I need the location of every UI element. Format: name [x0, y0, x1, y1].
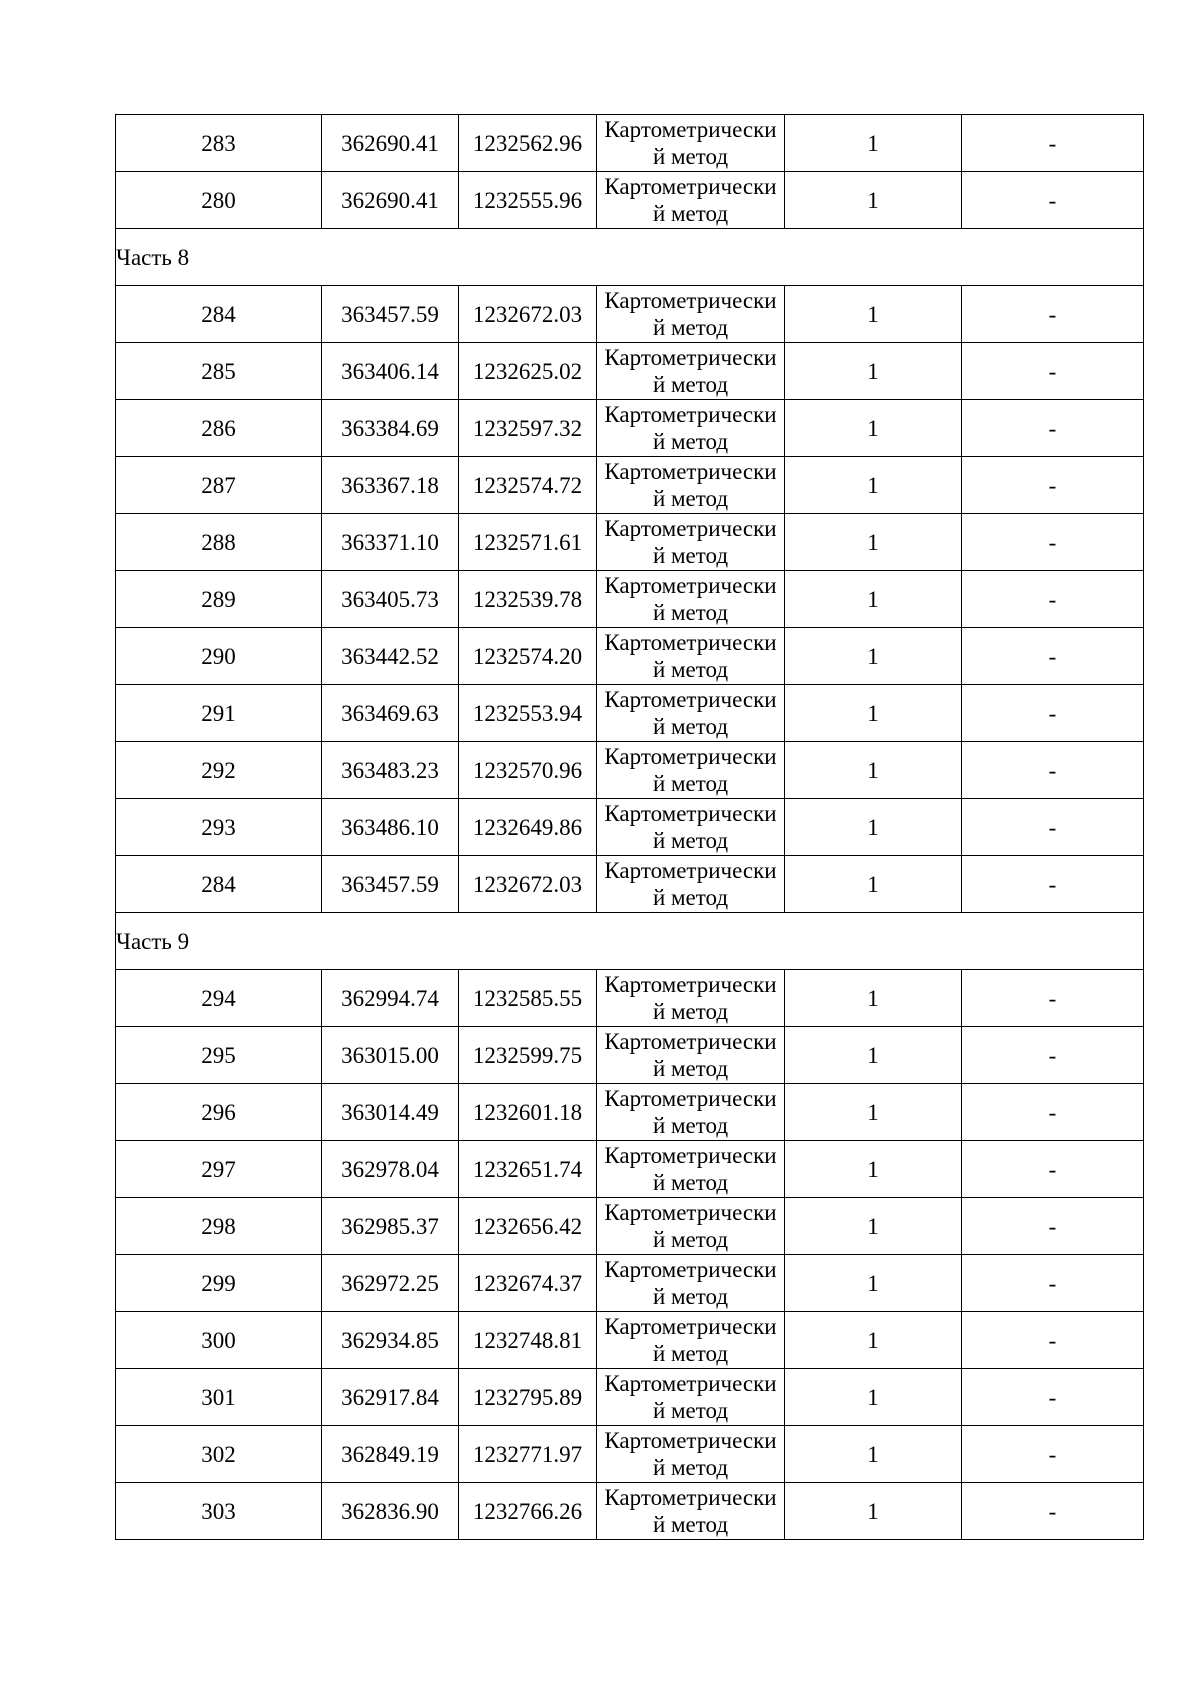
- y-coordinate-cell: 1232571.61: [459, 514, 597, 571]
- x-coordinate-cell: 363405.73: [322, 571, 459, 628]
- point-id-cell: 301: [116, 1369, 322, 1426]
- method-text: й метод: [652, 999, 729, 1024]
- x-coordinate-cell: 363442.52: [322, 628, 459, 685]
- method-text: й метод: [652, 885, 729, 910]
- method-text: Картометрически: [604, 573, 777, 598]
- note-cell: -: [962, 856, 1144, 913]
- method-text: й метод: [652, 828, 729, 853]
- precision-cell: 1: [785, 571, 962, 628]
- method-cell: [597, 1369, 785, 1426]
- precision-cell: 1: [785, 742, 962, 799]
- note-cell: -: [962, 286, 1144, 343]
- precision-cell: 1: [785, 1027, 962, 1084]
- x-coordinate-cell: 362978.04: [322, 1141, 459, 1198]
- method-cell: [597, 400, 785, 457]
- table-row: [116, 343, 1144, 400]
- point-id-cell: 295: [116, 1027, 322, 1084]
- x-coordinate-cell: 363483.23: [322, 742, 459, 799]
- y-coordinate-cell: 1232585.55: [459, 970, 597, 1027]
- x-coordinate-cell: 363367.18: [322, 457, 459, 514]
- method-text: Картометрически: [604, 288, 777, 313]
- method-text: й метод: [652, 1341, 729, 1366]
- method-cell: [597, 742, 785, 799]
- method-text: й метод: [652, 657, 729, 682]
- x-coordinate-cell: 362690.41: [322, 172, 459, 229]
- coordinates-table-body: [116, 115, 1144, 1540]
- table-row: [116, 1027, 1144, 1084]
- method-text: й метод: [652, 201, 729, 226]
- precision-cell: 1: [785, 514, 962, 571]
- method-text: й метод: [652, 771, 729, 796]
- method-text: Картометрически: [604, 117, 777, 142]
- y-coordinate-cell: 1232562.96: [459, 115, 597, 172]
- precision-cell: 1: [785, 286, 962, 343]
- note-cell: -: [962, 571, 1144, 628]
- x-coordinate-cell: 362836.90: [322, 1483, 459, 1540]
- precision-cell: 1: [785, 400, 962, 457]
- note-cell: -: [962, 1084, 1144, 1141]
- method-cell: [597, 115, 785, 172]
- table-row: [116, 1141, 1144, 1198]
- method-text: Картометрически: [604, 402, 777, 427]
- y-coordinate-cell: 1232539.78: [459, 571, 597, 628]
- method-cell: [597, 856, 785, 913]
- method-cell: [597, 172, 785, 229]
- precision-cell: 1: [785, 685, 962, 742]
- table-row: [116, 742, 1144, 799]
- table-row: [116, 856, 1144, 913]
- method-text: Картометрически: [604, 1428, 777, 1453]
- part-label: Часть 8: [116, 229, 1144, 286]
- point-id-cell: 288: [116, 514, 322, 571]
- y-coordinate-cell: 1232574.72: [459, 457, 597, 514]
- table-row: [116, 685, 1144, 742]
- table-row: [116, 400, 1144, 457]
- note-cell: -: [962, 343, 1144, 400]
- part-header-row: [116, 913, 1144, 970]
- y-coordinate-cell: 1232672.03: [459, 286, 597, 343]
- table-row: [116, 1255, 1144, 1312]
- note-cell: -: [962, 514, 1144, 571]
- table-row: [116, 628, 1144, 685]
- x-coordinate-cell: 362972.25: [322, 1255, 459, 1312]
- method-text: Картометрически: [604, 459, 777, 484]
- y-coordinate-cell: 1232795.89: [459, 1369, 597, 1426]
- table-row: [116, 1084, 1144, 1141]
- method-text: Картометрически: [604, 1086, 777, 1111]
- table-row: [116, 514, 1144, 571]
- note-cell: -: [962, 400, 1144, 457]
- point-id-cell: 300: [116, 1312, 322, 1369]
- precision-cell: 1: [785, 1312, 962, 1369]
- point-id-cell: 285: [116, 343, 322, 400]
- point-id-cell: 284: [116, 286, 322, 343]
- y-coordinate-cell: 1232651.74: [459, 1141, 597, 1198]
- table-row: [116, 172, 1144, 229]
- method-text: Картометрически: [604, 1485, 777, 1510]
- table-row: [116, 799, 1144, 856]
- note-cell: -: [962, 742, 1144, 799]
- method-cell: [597, 970, 785, 1027]
- method-cell: [597, 685, 785, 742]
- method-cell: [597, 1027, 785, 1084]
- y-coordinate-cell: 1232771.97: [459, 1426, 597, 1483]
- method-text: й метод: [652, 1113, 729, 1138]
- point-id-cell: 286: [116, 400, 322, 457]
- method-text: Картометрически: [604, 516, 777, 541]
- method-cell: [597, 1426, 785, 1483]
- method-text: й метод: [652, 1398, 729, 1423]
- method-text: й метод: [652, 486, 729, 511]
- note-cell: -: [962, 1255, 1144, 1312]
- point-id-cell: 296: [116, 1084, 322, 1141]
- method-text: й метод: [652, 372, 729, 397]
- x-coordinate-cell: 363406.14: [322, 343, 459, 400]
- method-cell: [597, 1255, 785, 1312]
- method-text: й метод: [652, 429, 729, 454]
- method-text: Картометрически: [604, 345, 777, 370]
- x-coordinate-cell: 363457.59: [322, 856, 459, 913]
- precision-cell: 1: [785, 1141, 962, 1198]
- x-coordinate-cell: 363371.10: [322, 514, 459, 571]
- note-cell: -: [962, 1426, 1144, 1483]
- note-cell: -: [962, 685, 1144, 742]
- table-row: [116, 1426, 1144, 1483]
- note-cell: -: [962, 1198, 1144, 1255]
- method-text: й метод: [652, 714, 729, 739]
- point-id-cell: 287: [116, 457, 322, 514]
- point-id-cell: 294: [116, 970, 322, 1027]
- method-text: й метод: [652, 1056, 729, 1081]
- precision-cell: 1: [785, 172, 962, 229]
- y-coordinate-cell: 1232674.37: [459, 1255, 597, 1312]
- note-cell: -: [962, 1369, 1144, 1426]
- method-text: й метод: [652, 144, 729, 169]
- x-coordinate-cell: 362934.85: [322, 1312, 459, 1369]
- coordinates-table: [115, 114, 1144, 1540]
- method-cell: [597, 799, 785, 856]
- precision-cell: 1: [785, 1084, 962, 1141]
- x-coordinate-cell: 363486.10: [322, 799, 459, 856]
- x-coordinate-cell: 363469.63: [322, 685, 459, 742]
- table-row: [116, 970, 1144, 1027]
- table-row: [116, 1198, 1144, 1255]
- y-coordinate-cell: 1232553.94: [459, 685, 597, 742]
- method-text: й метод: [652, 1284, 729, 1309]
- method-cell: [597, 628, 785, 685]
- note-cell: -: [962, 970, 1144, 1027]
- method-text: Картометрически: [604, 801, 777, 826]
- y-coordinate-cell: 1232656.42: [459, 1198, 597, 1255]
- method-text: й метод: [652, 600, 729, 625]
- method-cell: [597, 1312, 785, 1369]
- point-id-cell: 297: [116, 1141, 322, 1198]
- method-cell: [597, 1141, 785, 1198]
- y-coordinate-cell: 1232649.86: [459, 799, 597, 856]
- method-text: Картометрически: [604, 630, 777, 655]
- method-cell: [597, 457, 785, 514]
- point-id-cell: 293: [116, 799, 322, 856]
- point-id-cell: 291: [116, 685, 322, 742]
- y-coordinate-cell: 1232570.96: [459, 742, 597, 799]
- precision-cell: 1: [785, 799, 962, 856]
- method-cell: [597, 1198, 785, 1255]
- method-text: Картометрически: [604, 858, 777, 883]
- x-coordinate-cell: 363014.49: [322, 1084, 459, 1141]
- precision-cell: 1: [785, 628, 962, 685]
- precision-cell: 1: [785, 1483, 962, 1540]
- y-coordinate-cell: 1232766.26: [459, 1483, 597, 1540]
- x-coordinate-cell: 362849.19: [322, 1426, 459, 1483]
- point-id-cell: 302: [116, 1426, 322, 1483]
- point-id-cell: 284: [116, 856, 322, 913]
- point-id-cell: 289: [116, 571, 322, 628]
- note-cell: -: [962, 628, 1144, 685]
- y-coordinate-cell: 1232597.32: [459, 400, 597, 457]
- precision-cell: 1: [785, 343, 962, 400]
- precision-cell: 1: [785, 1426, 962, 1483]
- point-id-cell: 303: [116, 1483, 322, 1540]
- method-cell: [597, 286, 785, 343]
- method-text: Картометрически: [604, 687, 777, 712]
- x-coordinate-cell: 362690.41: [322, 115, 459, 172]
- note-cell: -: [962, 1141, 1144, 1198]
- method-text: Картометрически: [604, 1314, 777, 1339]
- x-coordinate-cell: 363384.69: [322, 400, 459, 457]
- method-cell: [597, 571, 785, 628]
- method-cell: [597, 514, 785, 571]
- y-coordinate-cell: 1232599.75: [459, 1027, 597, 1084]
- table-row: [116, 1369, 1144, 1426]
- note-cell: -: [962, 1027, 1144, 1084]
- y-coordinate-cell: 1232555.96: [459, 172, 597, 229]
- x-coordinate-cell: 363457.59: [322, 286, 459, 343]
- table-row: [116, 115, 1144, 172]
- method-text: й метод: [652, 1512, 729, 1537]
- point-id-cell: 290: [116, 628, 322, 685]
- point-id-cell: 298: [116, 1198, 322, 1255]
- table-row: [116, 1312, 1144, 1369]
- note-cell: -: [962, 799, 1144, 856]
- method-text: Картометрически: [604, 174, 777, 199]
- method-text: Картометрически: [604, 1200, 777, 1225]
- x-coordinate-cell: 362994.74: [322, 970, 459, 1027]
- precision-cell: 1: [785, 115, 962, 172]
- note-cell: -: [962, 115, 1144, 172]
- precision-cell: 1: [785, 970, 962, 1027]
- point-id-cell: 280: [116, 172, 322, 229]
- note-cell: -: [962, 457, 1144, 514]
- precision-cell: 1: [785, 1255, 962, 1312]
- precision-cell: 1: [785, 856, 962, 913]
- y-coordinate-cell: 1232574.20: [459, 628, 597, 685]
- method-text: Картометрически: [604, 972, 777, 997]
- precision-cell: 1: [785, 457, 962, 514]
- method-text: й метод: [652, 1227, 729, 1252]
- point-id-cell: 283: [116, 115, 322, 172]
- x-coordinate-cell: 362917.84: [322, 1369, 459, 1426]
- table-row: [116, 571, 1144, 628]
- method-text: й метод: [652, 315, 729, 340]
- method-text: й метод: [652, 543, 729, 568]
- x-coordinate-cell: 363015.00: [322, 1027, 459, 1084]
- y-coordinate-cell: 1232601.18: [459, 1084, 597, 1141]
- point-id-cell: 299: [116, 1255, 322, 1312]
- method-cell: [597, 1084, 785, 1141]
- table-row: [116, 457, 1144, 514]
- precision-cell: 1: [785, 1369, 962, 1426]
- method-text: й метод: [652, 1170, 729, 1195]
- part-header-row: [116, 229, 1144, 286]
- method-cell: [597, 343, 785, 400]
- method-text: Картометрически: [604, 1257, 777, 1282]
- table-row: [116, 286, 1144, 343]
- method-text: Картометрически: [604, 1029, 777, 1054]
- y-coordinate-cell: 1232748.81: [459, 1312, 597, 1369]
- method-text: Картометрически: [604, 1371, 777, 1396]
- precision-cell: 1: [785, 1198, 962, 1255]
- part-label: Часть 9: [116, 913, 1144, 970]
- method-text: й метод: [652, 1455, 729, 1480]
- note-cell: -: [962, 1312, 1144, 1369]
- x-coordinate-cell: 362985.37: [322, 1198, 459, 1255]
- note-cell: -: [962, 172, 1144, 229]
- y-coordinate-cell: 1232672.03: [459, 856, 597, 913]
- note-cell: -: [962, 1483, 1144, 1540]
- method-cell: [597, 1483, 785, 1540]
- method-text: Картометрически: [604, 744, 777, 769]
- y-coordinate-cell: 1232625.02: [459, 343, 597, 400]
- table-row: [116, 1483, 1144, 1540]
- method-text: Картометрически: [604, 1143, 777, 1168]
- point-id-cell: 292: [116, 742, 322, 799]
